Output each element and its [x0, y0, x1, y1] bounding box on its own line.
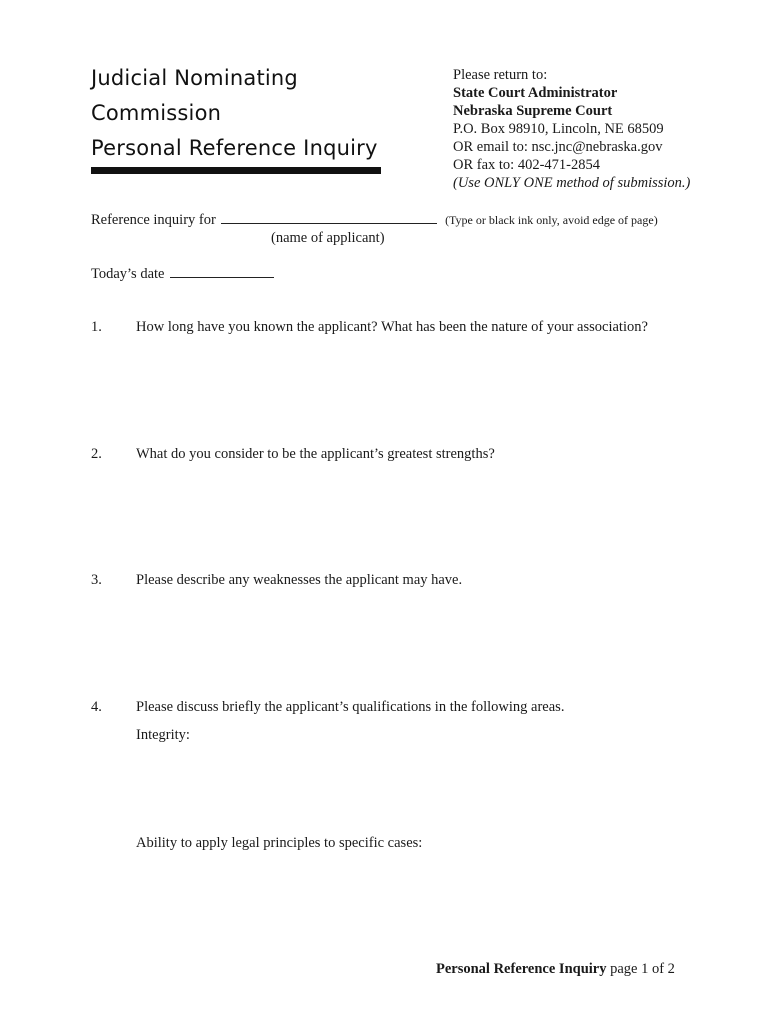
answer-3-area[interactable]	[136, 595, 696, 695]
answer-legal-principles-area[interactable]	[136, 858, 696, 948]
title-line-2: Commission	[91, 101, 222, 125]
return-name: State Court Administrator	[453, 85, 618, 101]
applicant-caption: (name of applicant)	[271, 230, 385, 246]
reference-line	[91, 211, 658, 229]
reference-note: (Type or black ink only, avoid edge of page)	[445, 213, 658, 227]
return-address: P.O. Box 98910, Lincoln, NE 68509	[453, 121, 664, 137]
return-note: (Use ONLY ONE method of submission.)	[453, 175, 691, 191]
question-3-text: Please describe any weaknesses the applicant may have.	[136, 572, 463, 588]
date-line	[91, 265, 274, 283]
question-4-number: 4.	[91, 699, 102, 715]
title-line-1: Judicial Nominating	[91, 66, 298, 90]
question-4-text: Please discuss briefly the applicant’s qualifications in the following areas.	[136, 699, 565, 715]
page-footer	[436, 961, 675, 978]
area-legal-principles-label: Ability to apply legal principles to specific cases:	[136, 835, 423, 851]
question-1-text: How long have you known the applicant? What has been the nature of your association?	[136, 319, 648, 335]
reference-label: Reference inquiry for	[91, 212, 216, 228]
date-field[interactable]	[170, 265, 274, 278]
answer-1-area[interactable]	[136, 342, 696, 442]
footer-doc-title: Personal Reference Inquiry	[436, 961, 607, 977]
return-court: Nebraska Supreme Court	[453, 103, 613, 119]
area-integrity-label: Integrity:	[136, 727, 190, 743]
applicant-name-field[interactable]	[221, 211, 437, 224]
question-3-number: 3.	[91, 572, 102, 588]
return-email: OR email to: nsc.jnc@nebraska.gov	[453, 139, 663, 155]
answer-2-area[interactable]	[136, 469, 696, 569]
question-2-text: What do you consider to be the applicant’s greatest strengths?	[136, 446, 495, 462]
question-2-number: 2.	[91, 446, 102, 462]
title-underline-bar	[91, 167, 381, 174]
return-label: Please return to:	[453, 67, 548, 83]
answer-integrity-area[interactable]	[136, 750, 696, 830]
date-label: Today’s date	[91, 266, 165, 282]
return-fax: OR fax to: 402-471-2854	[453, 157, 600, 173]
footer-page-number: page 1 of 2	[610, 961, 675, 977]
question-1-number: 1.	[91, 319, 102, 335]
title-line-3: Personal Reference Inquiry	[91, 136, 378, 160]
